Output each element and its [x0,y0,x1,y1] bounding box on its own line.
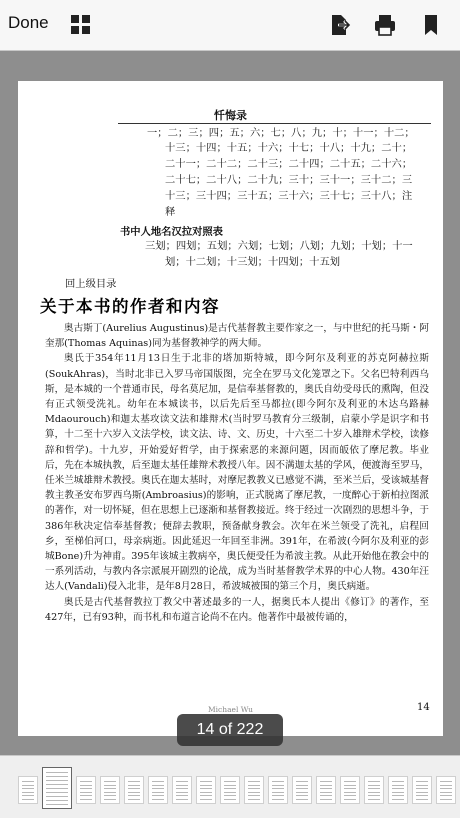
thumbnail-strip[interactable] [0,755,460,818]
header-rule [118,123,431,124]
toc-heading[interactable]: 书中人地名汉拉对照表 [120,226,223,238]
page-indicator: 14 of 222 [177,714,283,746]
top-toolbar [0,0,460,51]
thumbnail[interactable] [172,776,192,804]
thumbnail[interactable] [244,776,264,804]
thumbnail[interactable] [148,776,168,804]
thumbnail[interactable] [100,776,120,804]
page-gap [0,51,460,81]
paragraph: 奥古斯丁(Aurelius Augustinus)是古代基督教主要作家之一，与中世纪的托马斯・阿奎那(Thomas Aquinas)同为基督教神学的两大师。 [45,323,429,350]
done-button[interactable]: Done [8,13,49,32]
back-link[interactable]: 回上级目录 [65,278,117,290]
page-number: 14 [417,702,430,713]
toc-line[interactable]: 三划；四划；五划；六划；七划；八划；九划；十划；十一 [145,240,413,252]
export-icon[interactable] [327,12,353,38]
thumbnail[interactable] [436,776,456,804]
toc-line[interactable]: 释 [165,206,176,218]
thumbnail[interactable] [268,776,288,804]
thumbnail[interactable] [364,776,384,804]
thumbnail[interactable] [388,776,408,804]
toc-line[interactable]: 二十七；二十八；二十九；三十；三十一；三十二；三 [165,174,413,186]
grid-icon[interactable] [68,12,94,38]
body-text [45,321,429,625]
document-page[interactable] [18,81,443,736]
thumbnail[interactable] [316,776,336,804]
toc-line[interactable]: 十三；十四；十五；十六；十七；十八；十九；二十； [165,142,413,154]
thumbnail[interactable] [340,776,360,804]
thumbnail[interactable] [412,776,432,804]
bookmark-icon[interactable] [418,12,444,38]
thumbnail[interactable] [76,776,96,804]
print-icon[interactable] [372,12,398,38]
thumbnail[interactable] [18,776,38,804]
chapter-title: 关于本书的作者和内容 [40,297,220,316]
footer-author: Michael Wu [207,705,254,714]
toc-line[interactable]: 划；十二划；十三划；十四划；十五划 [165,256,341,268]
thumbnail[interactable] [220,776,240,804]
paragraph: 奥氏于354年11月13日生于北非的塔加斯特城，即今阿尔及利亚的苏克阿赫拉斯(SoukAhras)，当时北非已入罗马帝国版图，完全在罗马文化笼罩之下。父名巴特利西乌斯，是本城的一个普通市民，母名莫尼加，是信奉基督教的，奥氏自幼受母氏的熏陶，但没有正式领受洗礼。幼年在本城读书，以后先后至马都拉(即今阿尔及利亚的木达乌路赫Mdaourouch)和迦太基攻读文法和雄辩术(当时罗马教育分三级制，启蒙小学是识字和书算，十二至十六岁入文法学校，读文法、诗、文、历史，十六至二十岁入雄辩术学校，读修辞和哲学)。十九岁，开始爱好哲学，由于探索恶的来源问题，因而皈依了摩尼教。毕业后，先在本城执教，后至迦太基任雄辩术教授八年。因不满迦太基的学风，便渡海至罗马，任米兰城雄辩术教授。奥氏在迦太基时，对摩尼教教义已感觉不满，至米兰后，受该城基督教主教圣安布罗西乌斯(Ambroasius)的影响，正式脱离了摩尼教，一度醉心于新柏拉图派的著作，对一切怀疑，但在思想上已逐渐和基督教接近。终于经过一次剧烈的思想斗争，于386年秋决定信奉基督教；便辞去教职，预备献身教会。次年在米兰领受了洗礼，启程回乡，至梯伯河口，母亲病逝。因此延迟一年回至非洲。391年，在希波(今阿尔及利亚的彭城Bone)升为神甫。395年该城主教病卒，奥氏便受任为希波主教。从此开始他在教会中的一系列活动，与教内各宗派展开剧烈的论战，成为当时基督教学术界的中心人物。430年汪达人(Vandali)侵入北非，是年8月28日，希波城被围的第三个月，奥氏病逝。 [45,353,429,593]
thumbnail-current[interactable] [42,767,72,809]
thumbnail[interactable] [124,776,144,804]
toc-line[interactable]: 二十一；二十二；二十三；二十四；二十五；二十六； [165,158,413,170]
running-head: 忏悔录 [214,109,247,122]
toc-line[interactable]: 一；二；三；四；五；六；七；八；九；十；十一；十二； [147,127,415,139]
paragraph: 奥氏是古代基督教拉丁教父中著述最多的一人，据奥氏本人提出《修订》的著作，至427年，已有93种，而书札和布道言论尚不在内。他著作中最被传诵的， [45,596,429,623]
toc-line[interactable]: 十三；三十四；三十五；三十六；三十七；三十八；注 [165,190,413,202]
thumbnail[interactable] [292,776,312,804]
thumbnail[interactable] [196,776,216,804]
